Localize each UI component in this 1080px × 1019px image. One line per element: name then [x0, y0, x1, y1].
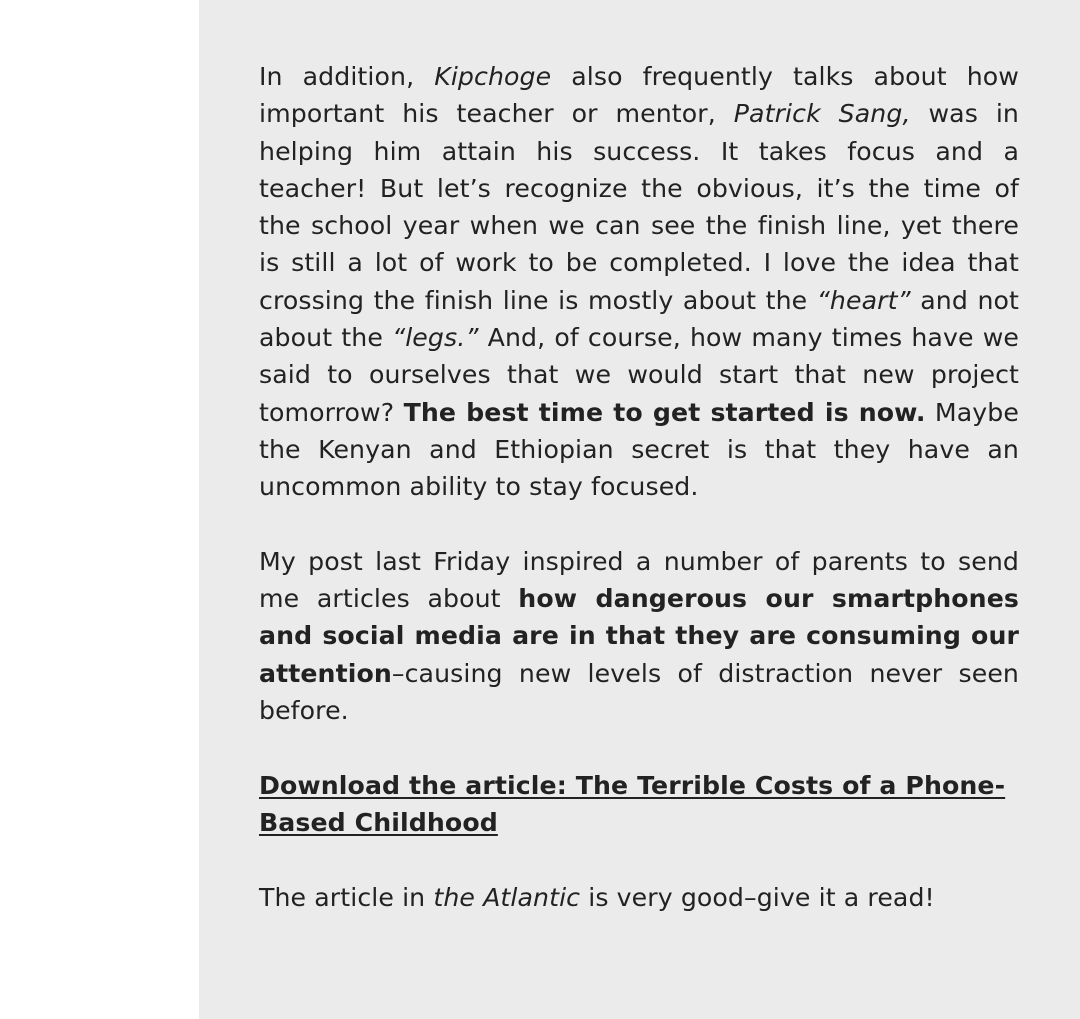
paragraph-kipchoge — [259, 58, 1019, 506]
paragraph-smartphones — [259, 543, 1019, 729]
text: also frequently talks about how important his teacher or mentor, — [259, 62, 1019, 129]
content-panel — [199, 0, 1080, 1019]
emphasis-best-time: The best time to get started is now. — [403, 397, 926, 427]
heart-quote: “heart” — [816, 285, 911, 315]
download-link-line2: Based Childhood — [259, 807, 498, 837]
text: And, of course, how many times have we said to ourselves that we would start that new project tomorrow? — [259, 323, 1019, 427]
text: My post last Friday inspired a number of parents to send me articles about — [259, 546, 1019, 614]
patrick-sang-name: Patrick Sang, — [733, 99, 911, 129]
text: was in helping him attain his success. It takes focus and a teacher! But let’s recognize the obvious, it’s the time of the school year when we can see the finish line, yet there is still a lot of work to be completed. I love the idea that crossing the finish line is mostly about the — [259, 99, 1019, 315]
atlantic-title: the Atlantic — [433, 882, 581, 912]
download-link-line1: Download the article: The Terrible Costs of a Phone- — [259, 770, 1006, 800]
text: is very good–give it a read! — [580, 882, 935, 912]
legs-quote: “legs.” — [392, 323, 479, 353]
article-body — [259, 58, 1019, 953]
paragraph-atlantic — [259, 879, 1019, 916]
text: In addition, — [259, 62, 435, 91]
download-paragraph — [259, 767, 1029, 842]
text: and not about the — [259, 285, 1019, 353]
text: The article in — [259, 882, 434, 912]
download-article-link[interactable] — [259, 771, 1005, 837]
text: Maybe the Kenyan and Ethiopian secret is that they have an uncommon ability to stay focused. — [259, 397, 1019, 502]
kipchoge-name: Kipchoge — [434, 62, 552, 91]
text: –causing new levels of distraction never seen before. — [259, 658, 1019, 726]
emphasis-smartphones: how dangerous our smartphones and social media are in that they are consuming our attention — [259, 584, 1019, 688]
